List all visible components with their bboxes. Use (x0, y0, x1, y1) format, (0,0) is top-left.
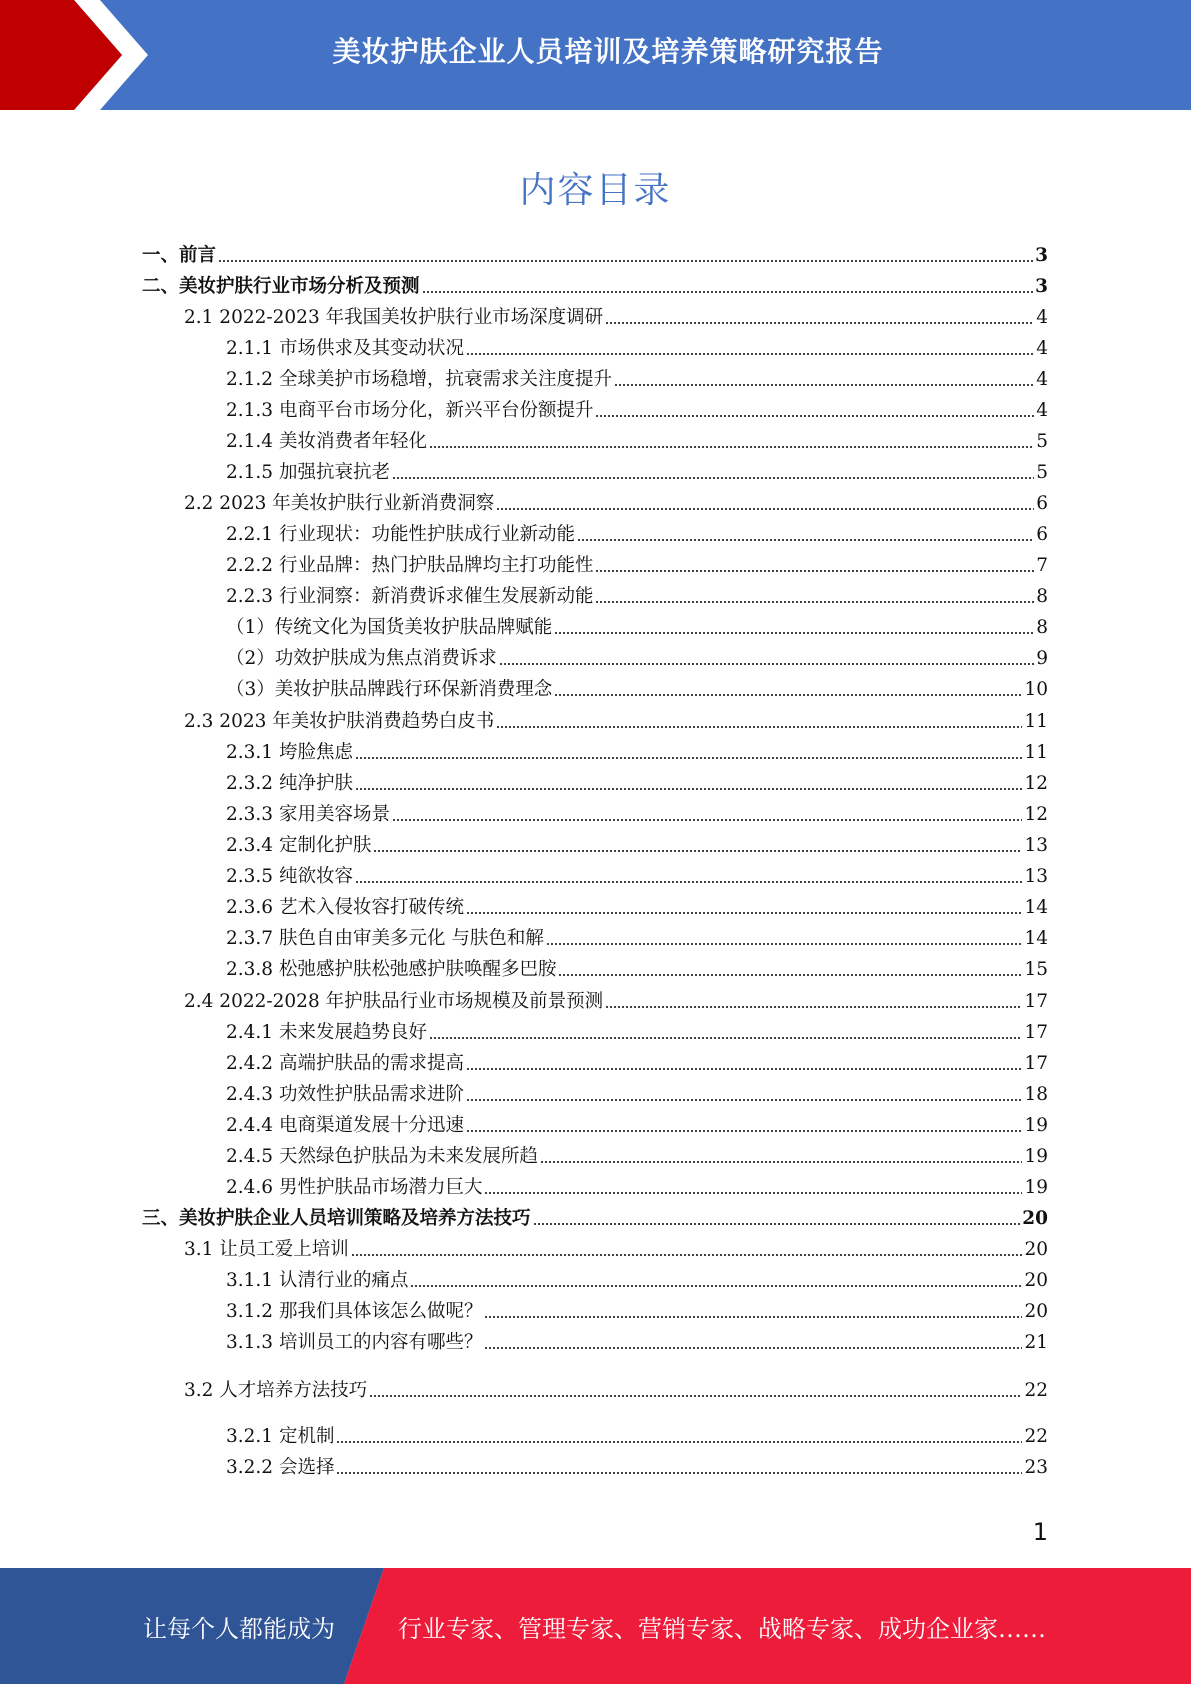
page-number: 1 (1032, 1518, 1048, 1546)
toc-dot-leader (429, 1030, 1022, 1040)
toc-dot-leader (466, 1092, 1022, 1102)
toc-entry[interactable] (226, 424, 1048, 454)
toc-entry-page: 3 (1035, 245, 1048, 266)
toc-dot-leader (336, 1434, 1022, 1444)
toc-entry-label: 2.4.4 电商渠道发展十分迅速 (226, 1115, 464, 1136)
toc-dot-leader (554, 687, 1022, 697)
toc-dot-leader (466, 1123, 1022, 1133)
toc-entry[interactable] (226, 517, 1048, 547)
toc-dot-leader (595, 594, 1034, 604)
toc-dot-leader (218, 253, 1033, 263)
toc-dot-leader (577, 532, 1034, 542)
toc-entry[interactable] (226, 1046, 1048, 1076)
toc-entry-page: 5 (1036, 431, 1048, 452)
toc-entry-label: 2.4.6 男性护肤品市场潜力巨大 (226, 1177, 483, 1198)
toc-dot-leader (595, 563, 1034, 573)
toc-dot-leader (336, 1465, 1022, 1475)
toc-entry-page: 18 (1024, 1084, 1048, 1105)
toc-entry[interactable] (226, 1419, 1048, 1449)
toc-entry-page: 10 (1024, 679, 1048, 700)
toc-entry[interactable] (226, 1170, 1048, 1200)
toc-entry[interactable] (226, 952, 1048, 982)
toc-entry-page: 23 (1024, 1457, 1048, 1478)
toc-entry-label: 3.2 人才培养方法技巧 (184, 1380, 368, 1401)
toc-entry-label: 三、美妆护肤企业人员培训策略及培养方法技巧 (142, 1208, 531, 1229)
toc-dot-leader (351, 1247, 1023, 1257)
toc-entry-label: 2.3.7 肤色自由审美多元化 与肤色和解 (226, 928, 544, 949)
toc-entry[interactable] (226, 672, 1048, 702)
toc-entry-page: 13 (1024, 866, 1048, 887)
toc-entry-page: 4 (1036, 400, 1048, 421)
toc-entry-label: 2.2 2023 年美妆护肤行业新消费洞察 (184, 493, 495, 514)
toc-entry-label: 3.1.3 培训员工的内容有哪些？ (226, 1332, 483, 1353)
toc-dot-leader (484, 1340, 1022, 1350)
toc-entry[interactable] (226, 1139, 1048, 1169)
toc-entry[interactable] (226, 890, 1048, 920)
toc-entry[interactable] (184, 704, 1048, 734)
toc-entry-page: 14 (1024, 897, 1048, 918)
toc-entry[interactable] (226, 1015, 1048, 1045)
toc-entry-label: 2.4.1 未来发展趋势良好 (226, 1022, 427, 1043)
toc-entry-label: 2.3 2023 年美妆护肤消费趋势白皮书 (184, 711, 495, 732)
toc-entry-label: 3.1.2 那我们具体该怎么做呢？ (226, 1301, 483, 1322)
toc-entry-label: 3.1.1 认清行业的痛点 (226, 1270, 409, 1291)
toc-dot-leader (466, 346, 1034, 356)
toc-entry[interactable] (226, 797, 1048, 827)
toc-dot-leader (595, 408, 1034, 418)
toc-entry-page: 12 (1024, 773, 1048, 794)
toc-dot-leader (546, 936, 1023, 946)
toc-entry-page: 20 (1024, 1239, 1048, 1260)
toc-entry[interactable] (226, 1077, 1048, 1107)
toc-entry-page: 20 (1024, 1270, 1048, 1291)
toc-entry-label: 2.3.1 垮脸焦虑 (226, 742, 353, 763)
toc-entry[interactable] (184, 1373, 1048, 1403)
toc-entry[interactable] (226, 331, 1048, 361)
toc-dot-leader (392, 470, 1034, 480)
toc-dot-leader (605, 999, 1022, 1009)
toc-dot-leader (499, 656, 1034, 666)
toc-entry[interactable] (226, 828, 1048, 858)
toc-entry-page: 20 (1024, 1301, 1048, 1322)
toc-entry-page: 17 (1024, 1022, 1048, 1043)
toc-dot-leader (466, 905, 1022, 915)
toc-entry[interactable] (184, 1232, 1048, 1262)
toc-entry-page: 17 (1024, 991, 1048, 1012)
toc-entry[interactable] (226, 362, 1048, 392)
toc-entry-page: 19 (1024, 1177, 1048, 1198)
toc-dot-leader (540, 1154, 1022, 1164)
toc-entry-page: 4 (1036, 338, 1048, 359)
toc-entry-label: 2.1.1 市场供求及其变动状况 (226, 338, 464, 359)
toc-entry-label: 2.3.3 家用美容场景 (226, 804, 390, 825)
toc-entry-page: 6 (1036, 493, 1048, 514)
toc-entry-label: 二、美妆护肤行业市场分析及预测 (142, 276, 420, 297)
toc-entry[interactable] (226, 859, 1048, 889)
toc-dot-leader (355, 750, 1023, 760)
toc-dot-leader (496, 719, 1022, 729)
toc-entry-label: 2.3.2 纯净护肤 (226, 773, 353, 794)
toc-dot-leader (369, 1388, 1022, 1398)
toc-entry-label: 2.1.4 美妆消费者年轻化 (226, 431, 427, 452)
toc-entry[interactable] (184, 486, 1048, 516)
toc-entry-page: 6 (1036, 524, 1048, 545)
toc-dot-leader (355, 874, 1023, 884)
report-title: 美妆护肤企业人员培训及培养策略研究报告 (332, 35, 884, 68)
toc-entry-page: 20 (1022, 1208, 1048, 1229)
toc-dot-leader (392, 812, 1022, 822)
toc-entry-label: 2.1.5 加强抗衰抗老 (226, 462, 390, 483)
toc-dot-leader (484, 1185, 1022, 1195)
toc-entry[interactable] (226, 1450, 1048, 1480)
toc-entry[interactable] (226, 1263, 1048, 1293)
toc-entry-label: 3.1 让员工爱上培训 (184, 1239, 349, 1260)
toc-entry-label: （3）美妆护肤品牌践行环保新消费理念 (226, 679, 553, 700)
toc-entry-page: 5 (1036, 462, 1048, 483)
toc-entry-label: 2.4 2022-2028 年护肤品行业市场规模及前景预测 (184, 991, 604, 1012)
toc-entry[interactable] (142, 238, 1048, 268)
toc-dot-leader (373, 843, 1022, 853)
toc-entry-page: 4 (1036, 307, 1048, 328)
toc-entry-page: 4 (1036, 369, 1048, 390)
toc-entry-label: 2.3.5 纯欲妆容 (226, 866, 353, 887)
toc-entry-page: 3 (1035, 276, 1048, 297)
toc-entry-label: 2.1.3 电商平台市场分化，新兴平台份额提升 (226, 400, 594, 421)
toc-entry-page: 11 (1024, 742, 1048, 763)
toc-dot-leader (533, 1216, 1021, 1226)
footer-slogan-right: 行业专家、管理专家、营销专家、战略专家、成功企业家…… (398, 1614, 1046, 1643)
toc-entry-page: 22 (1024, 1426, 1048, 1447)
toc-entry-label: 2.3.8 松弛感护肤松弛感护肤唤醒多巴胺 (226, 959, 557, 980)
toc-dot-leader (554, 625, 1034, 635)
toc-entry-page: 8 (1036, 586, 1048, 607)
toc-entry-label: 2.4.2 高端护肤品的需求提高 (226, 1053, 464, 1074)
toc-entry-page: 22 (1024, 1380, 1048, 1401)
toc-entry-label: （2）功效护肤成为焦点消费诉求 (226, 648, 497, 669)
toc-entry-page: 7 (1036, 555, 1048, 576)
toc-entry-page: 8 (1036, 617, 1048, 638)
toc-dot-leader (484, 1309, 1022, 1319)
toc-dot-leader (410, 1278, 1022, 1288)
toc-entry-label: 2.4.3 功效性护肤品需求进阶 (226, 1084, 464, 1105)
toc-dot-leader (355, 781, 1023, 791)
toc-entry-page: 19 (1024, 1115, 1048, 1136)
toc-entry-label: 2.4.5 天然绿色护肤品为未来发展所趋 (226, 1146, 538, 1167)
toc-entry-label: 2.3.4 定制化护肤 (226, 835, 372, 856)
toc-entry-label: 2.3.6 艺术入侵妆容打破传统 (226, 897, 464, 918)
toc-entry-label: 3.2.2 会选择 (226, 1457, 335, 1478)
toc-entry-page: 14 (1024, 928, 1048, 949)
toc-heading: 内容目录 (519, 170, 672, 211)
toc-entry-label: 2.2.2 行业品牌：热门护肤品牌均主打功能性 (226, 555, 594, 576)
toc-entry[interactable] (226, 921, 1048, 951)
toc-entry-label: 2.2.1 行业现状：功能性护肤成行业新动能 (226, 524, 575, 545)
toc-entry-label: 3.2.1 定机制 (226, 1426, 335, 1447)
toc-dot-leader (614, 377, 1034, 387)
toc-dot-leader (422, 284, 1034, 294)
toc-entry-label: 一、前言 (142, 245, 217, 266)
toc-entry-label: 2.2.3 行业洞察：新消费诉求催生发展新动能 (226, 586, 594, 607)
toc-entry[interactable] (226, 1294, 1048, 1324)
toc-dot-leader (496, 501, 1034, 511)
toc-entry-page: 11 (1024, 711, 1048, 732)
toc-entry[interactable] (184, 984, 1048, 1014)
toc-entry[interactable] (226, 641, 1048, 671)
toc-entry[interactable] (226, 1108, 1048, 1138)
toc-entry-page: 19 (1024, 1146, 1048, 1167)
toc-entry[interactable] (226, 548, 1048, 578)
toc-entry[interactable] (142, 269, 1048, 299)
footer-band (0, 1568, 1191, 1684)
toc-entry-page: 13 (1024, 835, 1048, 856)
toc-entry[interactable] (184, 300, 1048, 330)
toc-entry[interactable] (226, 579, 1048, 609)
toc-entry-page: 21 (1024, 1332, 1048, 1353)
toc-entry[interactable] (142, 1201, 1048, 1231)
toc-entry[interactable] (226, 766, 1048, 796)
toc-entry-page: 15 (1024, 959, 1048, 980)
toc-dot-leader (558, 967, 1022, 977)
toc-entry[interactable] (226, 393, 1048, 423)
toc-entry[interactable] (226, 735, 1048, 765)
toc-entry[interactable] (226, 455, 1048, 485)
toc-entry[interactable] (226, 610, 1048, 640)
toc-entry-label: 2.1.2 全球美护市场稳增，抗衰需求关注度提升 (226, 369, 612, 390)
toc-entry[interactable] (226, 1325, 1048, 1355)
toc-entry-page: 12 (1024, 804, 1048, 825)
toc-dot-leader (466, 1061, 1022, 1071)
toc-entry-label: （1）传统文化为国货美妆护肤品牌赋能 (226, 617, 553, 638)
toc-entry-label: 2.1 2022-2023 年我国美妆护肤行业市场深度调研 (184, 307, 604, 328)
toc-dot-leader (605, 315, 1034, 325)
toc-entry-page: 9 (1036, 648, 1048, 669)
footer-slogan-left: 让每个人都能成为 (143, 1614, 335, 1643)
toc-entry-page: 17 (1024, 1053, 1048, 1074)
toc-dot-leader (429, 439, 1034, 449)
